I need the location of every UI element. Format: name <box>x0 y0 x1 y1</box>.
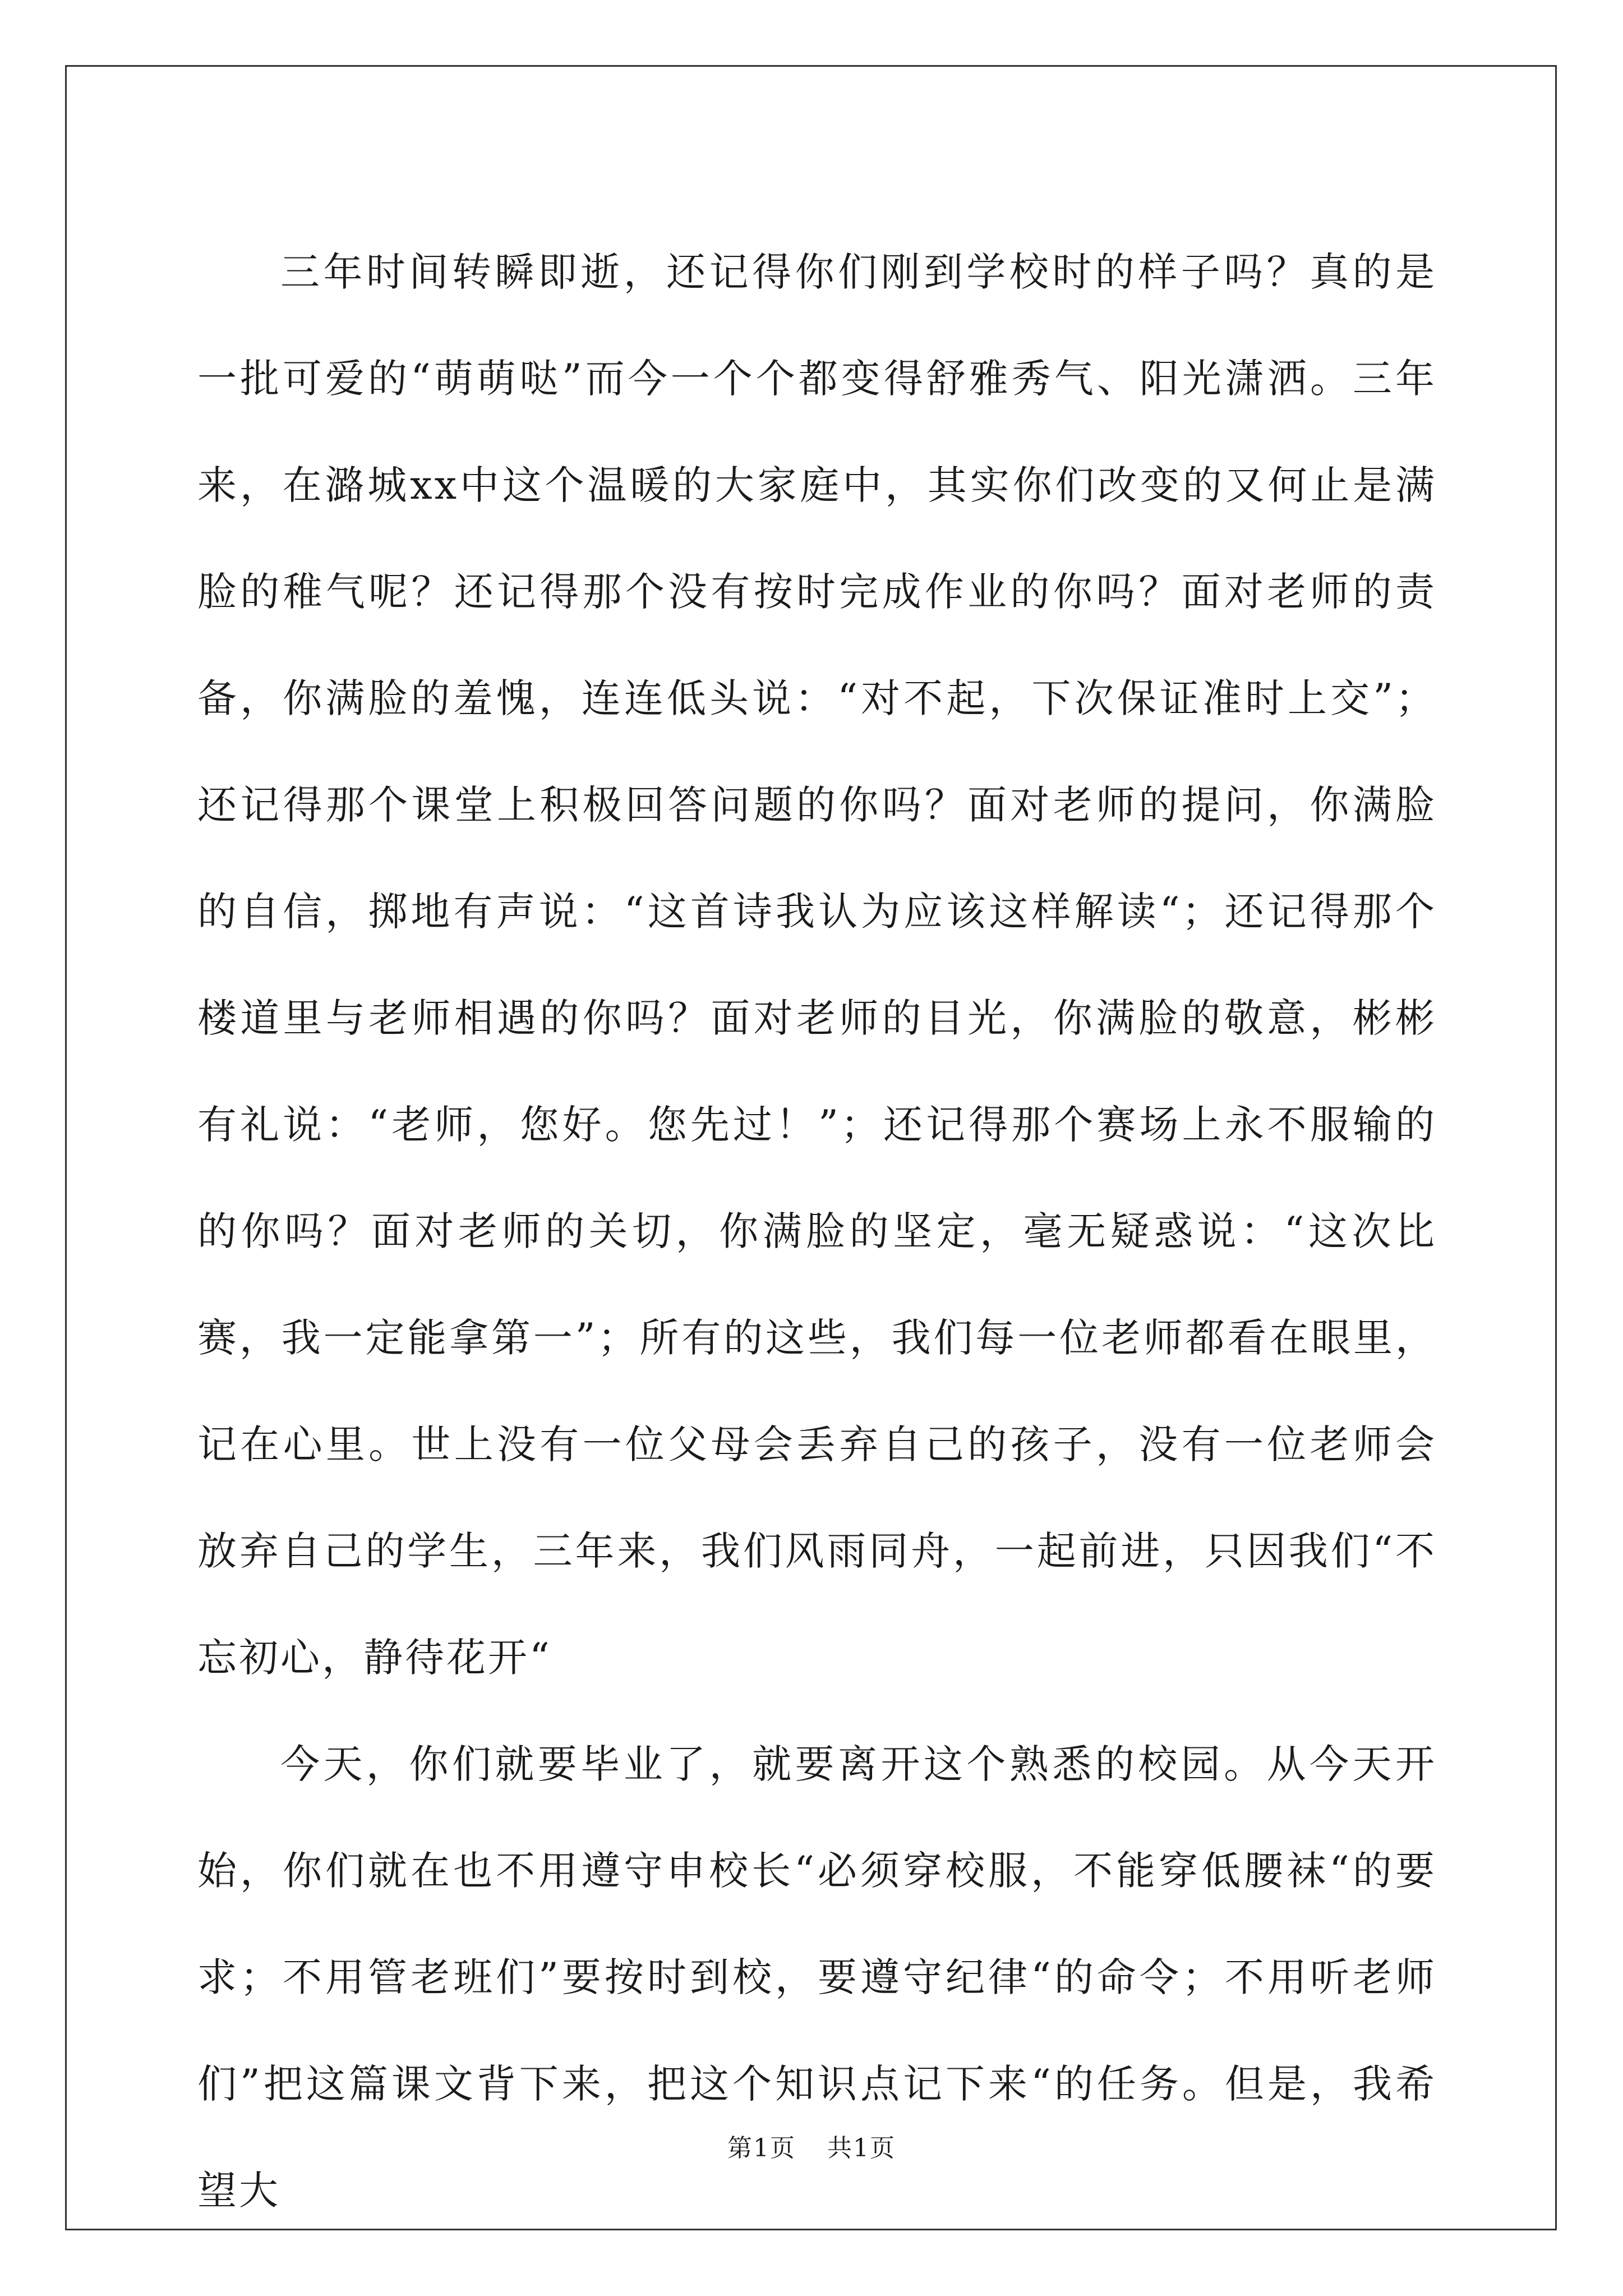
page-total: 共1页 <box>827 2134 896 2162</box>
paragraph-2: 今天，你们就要毕业了，就要离开这个熟悉的校园。从今天开始，你们就在也不用遵守申校长“必须穿校服，不能穿低腰袜“的要求；不用管老班们”要按时到校，要遵守纪律“的命令；不用听老师们”把这篇课文背下来，把这个知识点记下来“的任务。但是，我希望大 <box>197 1741 1437 2214</box>
paragraph-1: 三年时间转瞬即逝，还记得你们刚到学校时的样子吗？真的是一批可爱的“萌萌哒”而今一个个都变得舒雅秀气、阳光潇洒。三年来，在潞城xx中这个温暖的大家庭中，其实你们改变的又何止是满脸的稚气呢？还记得那个没有按时完成作业的你吗？面对老师的责备，你满脸的羞愧，连连低头说：“对不起，下次保证准时上交”；还记得那个课堂上积极回答问题的你吗？面对老师的提问，你满脸的自信，掷地有声说：“这首诗我认为应该这样解读“；还记得那个楼道里与老师相遇的你吗？面对老师的目光，你满脸的敬意，彬彬有礼说：“老师，您好。您先过！”；还记得那个赛场上永不服输的的你吗？面对老师的关切，你满脸的坚定，毫无疑惑说：“这次比赛，我一定能拿第一”；所有的这些，我们每一位老师都看在眼里，记在心里。世上没有一位父母会丢弃自己的孩子，没有一位老师会放弃自己的学生，三年来，我们风雨同舟，一起前进，只因我们“不忘初心，静待花开“ <box>197 249 1437 1681</box>
document-body <box>197 219 1437 2244</box>
page-number: 第1页 <box>727 2134 796 2162</box>
page-footer <box>0 2132 1623 2165</box>
